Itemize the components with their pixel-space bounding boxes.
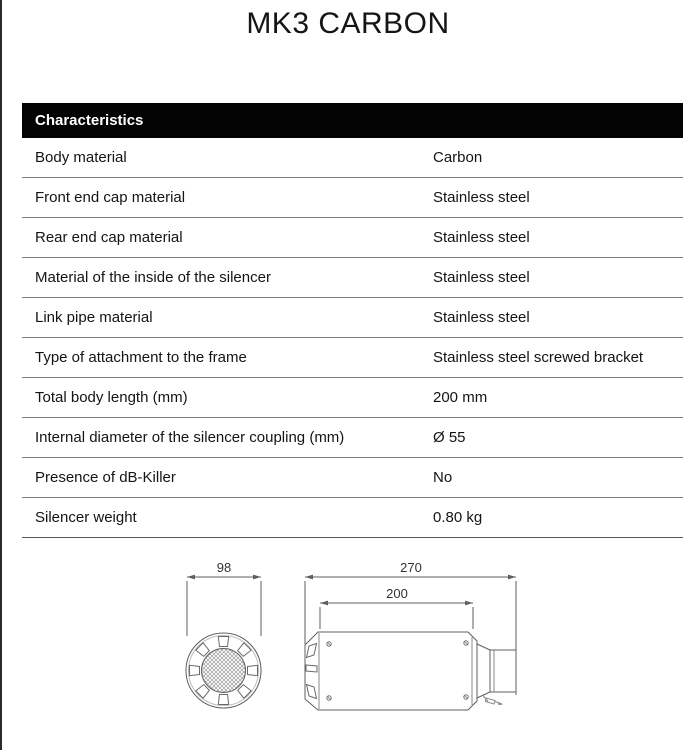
row-value: Ø 55: [433, 429, 466, 446]
row-label: Presence of dB-Killer: [35, 469, 176, 486]
row-label: Front end cap material: [35, 189, 186, 206]
characteristics-table: [22, 103, 683, 538]
row-value: Stainless steel screwed bracket: [433, 349, 644, 366]
row-label: Type of attachment to the frame: [35, 349, 247, 366]
row-value: Stainless steel: [433, 309, 530, 326]
rivets: [327, 641, 468, 700]
table-row: [22, 458, 683, 498]
table-row: [22, 298, 683, 338]
table-rows: [22, 138, 683, 538]
table-row: [22, 338, 683, 378]
dimension-98: [187, 575, 261, 636]
technical-drawing: [0, 548, 696, 750]
table-row: [22, 418, 683, 458]
table-row: [22, 378, 683, 418]
dimension-200-label: 200: [386, 586, 408, 601]
row-value: No: [433, 469, 453, 486]
page-title: MK3 CARBON: [246, 7, 450, 40]
row-label: Link pipe material: [35, 309, 153, 326]
table-row: [22, 218, 683, 258]
row-value: Stainless steel: [433, 229, 530, 246]
table-row: [22, 258, 683, 298]
row-value: 200 mm: [433, 389, 488, 406]
row-label: Internal diameter of the silencer coupling (mm): [35, 429, 345, 446]
end-view: [186, 575, 261, 708]
row-value: Carbon: [433, 149, 483, 166]
dimension-270-label: 270: [400, 560, 422, 575]
row-label: Total body length (mm): [35, 389, 188, 406]
row-value: Stainless steel: [433, 189, 530, 206]
row-value: Stainless steel: [433, 269, 530, 286]
dimension-270: [305, 575, 516, 695]
row-label: Material of the inside of the silencer: [35, 269, 271, 286]
table-row: [22, 138, 683, 178]
table-row: [22, 498, 683, 538]
bracket-detail: [483, 696, 503, 706]
dimension-200: [320, 601, 473, 629]
table-header: Characteristics: [22, 103, 683, 138]
table-row: [22, 178, 683, 218]
row-label: Body material: [35, 149, 127, 166]
row-value: 0.80 kg: [433, 509, 483, 526]
row-label: Silencer weight: [35, 509, 137, 526]
dimension-98-label: 98: [216, 560, 232, 575]
row-label: Rear end cap material: [35, 229, 183, 246]
front-cap-slots: [306, 644, 317, 699]
side-view: [305, 575, 516, 710]
